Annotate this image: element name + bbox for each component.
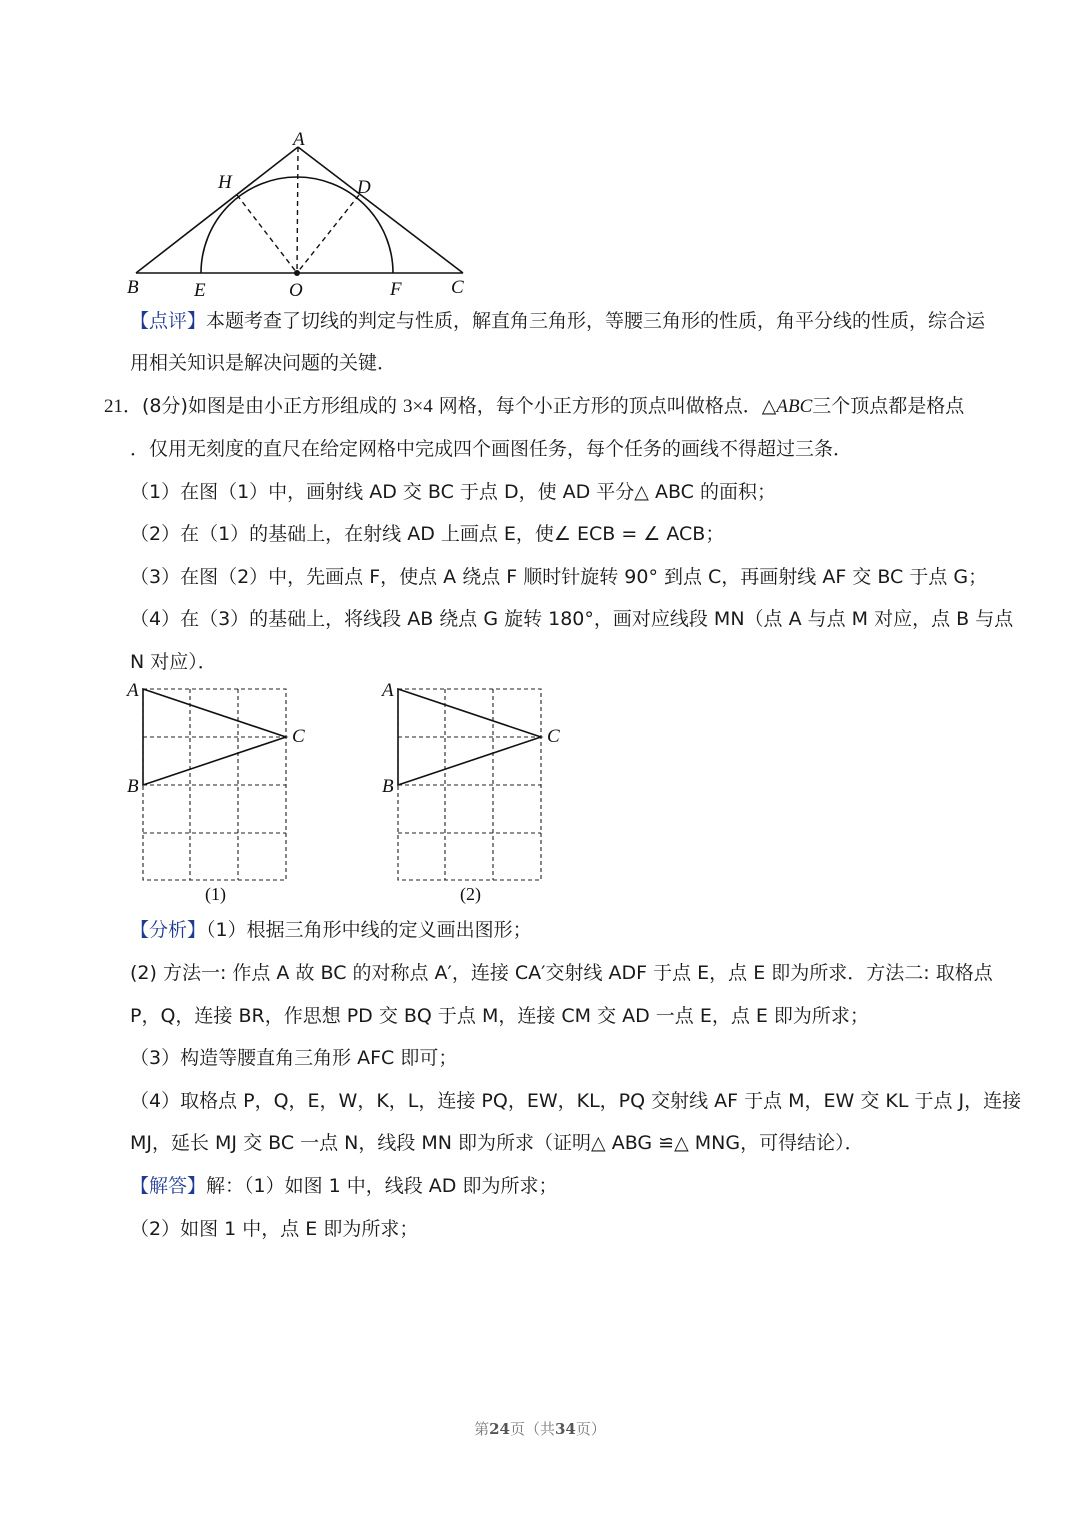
grid-lines-2 [398, 689, 541, 880]
analysis-text-6: MJ，延长 MJ 交 BC 一点 N，线段 MN 即为所求（证明△ ABG ≌△ MNG，可得结论）． [130, 1132, 864, 1154]
grid-lines-1 [143, 689, 286, 880]
task-4-line-1 [130, 607, 1013, 631]
analysis-line-4 [130, 1046, 457, 1070]
problem-number: 21． [104, 396, 143, 417]
analysis-line-1 [130, 918, 532, 942]
triangle-name: ABC [776, 396, 813, 417]
stem-text-b: 网格，每个小正方形的顶点叫做格点．△ [438, 395, 777, 417]
segment-ab [136, 147, 298, 273]
solution-text-2: （2）如图 1 中，点 E 即为所求； [130, 1218, 419, 1240]
analysis-line-3 [130, 1004, 869, 1028]
analysis-text-2: (2) 方法一: 作点 A 故 BC 的对称点 A′，连接 CA′交射线 ADF 于点 E，点 E 即为所求．方法二: 取格点 [130, 962, 993, 984]
grid2-label-c: C [547, 726, 560, 747]
task-2 [130, 522, 724, 546]
analysis-tag: 【分析】 [130, 919, 207, 941]
problem-score: (8分) [142, 395, 188, 417]
grid2-label-a: A [382, 680, 394, 701]
stem-text-line-2: ．仅用无刻度的直尺在给定网格中完成四个画图任务，每个任务的画线不得超过三条． [130, 438, 853, 460]
analysis-line-5 [130, 1089, 1021, 1113]
label-c: C [451, 277, 464, 298]
review-text-2: 用相关知识是解决问题的关键． [130, 352, 397, 374]
solution-line-1 [130, 1174, 557, 1198]
task-1 [130, 480, 776, 504]
segment-ac [298, 147, 463, 273]
review-text-1: 本题考查了切线的判定与性质，解直角三角形，等腰三角形的性质，角平分线的性质，综合运 [206, 310, 986, 332]
analysis-line-2 [130, 961, 993, 985]
problem-21-stem-line-2 [130, 437, 852, 461]
center-point-o [294, 270, 300, 276]
label-d: D [357, 177, 371, 198]
task-2-text: （2）在（1）的基础上，在射线 AD 上画点 E，使∠ ECB = ∠ ACB； [130, 523, 725, 545]
task-4-text-1: （4）在（3）的基础上，将线段 AB 绕点 G 旋转 180°，画对应线段 MN（点 A 与点 M 对应，点 B 与点 [130, 608, 1014, 630]
stem-text-c: 三个顶点都是格点 [812, 395, 965, 417]
grid2-caption: (2) [460, 884, 481, 904]
figure-semicircle-triangle [120, 125, 480, 305]
grid-figure-2 [375, 680, 575, 908]
task-3 [130, 565, 987, 589]
grid-figure-1 [120, 680, 320, 908]
label-e: E [194, 280, 206, 301]
label-a: A [293, 129, 305, 150]
footer-prefix: 第 [474, 1420, 490, 1438]
footer-total-pages: 34 [555, 1420, 576, 1438]
footer-page-number: 24 [489, 1420, 510, 1438]
task-3-text: （3）在图（2）中，先画点 F，使点 A 绕点 F 顺时针旋转 90° 到点 C，再画射线 AF 交 BC 于点 G； [130, 566, 988, 588]
dashed-ho [237, 195, 297, 273]
review-line-2 [130, 351, 396, 375]
grid1-label-a: A [127, 680, 139, 701]
solution-text-1: 解：（1）如图 1 中，线段 AD 即为所求； [206, 1175, 558, 1197]
label-h: H [218, 172, 232, 193]
analysis-line-6 [130, 1131, 864, 1155]
grid2-label-b: B [382, 776, 394, 797]
footer-suffix: 页） [575, 1420, 606, 1438]
grid1-caption: (1) [205, 884, 226, 904]
review-tag: 【点评】 [130, 310, 207, 332]
review-line-1 [130, 309, 985, 333]
footer-middle: 页（共 [509, 1420, 555, 1438]
solution-tag: 【解答】 [130, 1175, 207, 1197]
grid1-label-c: C [292, 726, 305, 747]
task-4-text-2: N 对应）． [130, 651, 217, 673]
analysis-text-1: （1）根据三角形中线的定义画出图形； [206, 919, 532, 941]
dashed-do [297, 195, 359, 273]
grid1-label-b: B [127, 776, 139, 797]
problem-21-stem-line-1 [104, 394, 964, 419]
page-footer [0, 1418, 1080, 1439]
dashed-ao [297, 147, 298, 273]
analysis-text-4: （3）构造等腰直角三角形 AFC 即可； [130, 1047, 458, 1069]
grid-size: 3×4 [403, 396, 433, 417]
task-1-text: （1）在图（1）中，画射线 AD 交 BC 于点 D，使 AD 平分△ ABC 的面积； [130, 481, 776, 503]
analysis-text-5: （4）取格点 P，Q，E，W，K，L，连接 PQ，EW，KL，PQ 交射线 AF 于点 M，EW 交 KL 于点 J，连接 [130, 1090, 1022, 1112]
analysis-text-3: P，Q，连接 BR，作思想 PD 交 BQ 于点 M，连接 CM 交 AD 一点 E，点 E 即为所求； [130, 1005, 869, 1027]
task-4-line-2 [130, 650, 217, 674]
solution-line-2 [130, 1217, 418, 1241]
stem-text-a: 如图是由小正方形组成的 [187, 395, 397, 417]
label-b: B [127, 277, 139, 298]
label-o: O [289, 280, 303, 301]
label-f: F [390, 279, 402, 300]
